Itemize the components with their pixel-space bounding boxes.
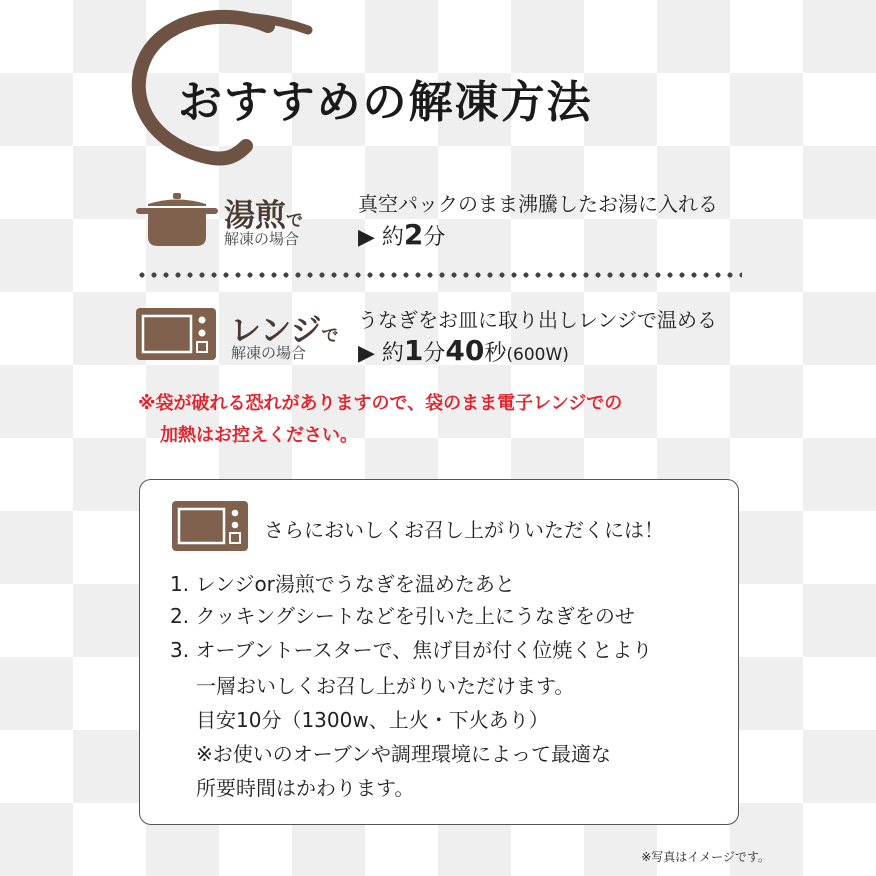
warning-line-1: ※袋が破れる恐れがありますので、袋のまま電子レンジでの	[138, 393, 623, 414]
tips-heading: さらにおいしくお召し上がりいただくには！	[264, 518, 664, 542]
microwave-time	[358, 334, 569, 367]
microwave-time-minutes: 1	[403, 334, 424, 367]
water-bath-instruction: 真空パックのまま沸騰したお湯に入れる	[358, 192, 718, 216]
tips-time-guide: 目安10分（1300w、上火・下火あり）	[196, 708, 549, 732]
microwave-time-prefix: ▶ 約	[358, 341, 404, 366]
microwave-icon	[136, 308, 216, 360]
water-bath-time-number: 2	[403, 218, 424, 251]
microwave-sublabel: 解凍の場合	[231, 344, 307, 362]
water-bath-label-main: 湯煎	[224, 198, 286, 234]
tips-microwave-icon	[172, 501, 248, 551]
page-title: おすすめの解凍方法	[178, 77, 593, 128]
photo-footnote: ※写真はイメージです。	[641, 850, 770, 864]
water-bath-sublabel: 解凍の場合	[224, 230, 300, 248]
microwave-wattage: (600W)	[506, 345, 569, 365]
tips-step-2: 2. クッキングシートなどを引いた上にうなぎをのせ	[170, 604, 635, 628]
tips-step-1: 1. レンジor湯煎でうなぎを温めたあと	[170, 572, 515, 596]
microwave-label-de: で	[321, 326, 339, 346]
water-bath-label-de: で	[286, 211, 303, 231]
microwave-instruction: うなぎをお皿に取り出しレンジで温める	[358, 308, 717, 332]
water-bath-time	[358, 218, 445, 251]
warning-line-2: 加熱はお控えください。	[160, 425, 358, 446]
microwave-time-minutes-unit: 分	[423, 341, 446, 366]
microwave-label-main: レンジ	[230, 313, 322, 349]
tips-note-line-2: 所要時間はかわります。	[196, 776, 415, 800]
water-bath-time-unit: 分	[423, 225, 446, 250]
microwave-time-seconds-unit: 秒	[484, 341, 507, 366]
tips-step-3: 3. オーブントースターで、焦げ目が付く位焼くとより	[170, 638, 653, 662]
pot-icon	[136, 193, 218, 247]
microwave-time-seconds: 40	[445, 334, 485, 367]
dotted-divider	[136, 270, 742, 280]
tips-step-3-continued: 一層おいしくお召し上がりいただけます。	[196, 674, 575, 698]
tips-note-line-1: ※お使いのオーブンや調理環境によって最適な	[196, 742, 611, 766]
water-bath-time-prefix: ▶ 約	[358, 225, 404, 250]
